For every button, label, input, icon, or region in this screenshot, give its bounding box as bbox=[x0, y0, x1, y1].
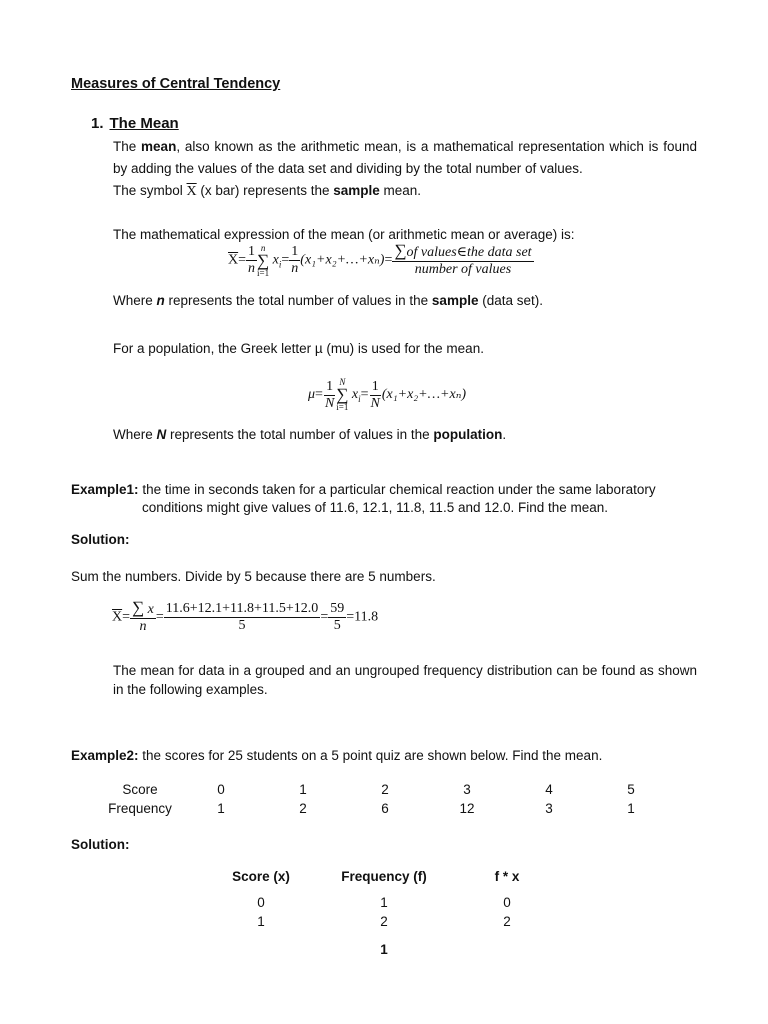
page-title: Measures of Central Tendency bbox=[71, 76, 281, 92]
column-header: Frequency (f) bbox=[341, 869, 427, 884]
text: (data set). bbox=[478, 293, 543, 308]
denominator: number of values bbox=[414, 262, 512, 277]
denominator: N bbox=[370, 395, 380, 411]
example-1 bbox=[71, 481, 697, 517]
sample-term: sample bbox=[431, 293, 479, 308]
fraction-sum-x-over-n bbox=[130, 600, 156, 635]
denominator: N bbox=[324, 395, 335, 411]
numerator: 1 bbox=[326, 378, 334, 394]
example-text: the scores for 25 students on a 5 point quiz are shown below. Find the mean. bbox=[138, 748, 603, 763]
sample-mean-formula: $\overline{X}=$ $\frac{1}{n}$ n ∑ i=1 $x_i=$ $\frac{1}{n}$ (x₁+x₂+…+xₙ)= $\frac{\text{∑of values∈the data set}}{\text{number of values}}$ bbox=[228, 241, 532, 278]
numerator: 1 bbox=[371, 378, 379, 394]
denominator: n bbox=[139, 619, 147, 634]
sum-lower: i=1 bbox=[336, 402, 349, 412]
table-header-row bbox=[211, 869, 557, 893]
fraction-1-over-N-b bbox=[369, 379, 382, 412]
expanded-sum: (x₁+x₂+…+xₙ) bbox=[300, 252, 385, 268]
denominator: 5 bbox=[238, 618, 246, 633]
sigma-icon: ∑ bbox=[132, 598, 145, 617]
row-label: Score bbox=[122, 782, 158, 797]
text: mean. bbox=[379, 183, 422, 198]
n-definition bbox=[113, 290, 697, 312]
table-cell: 3 bbox=[545, 801, 553, 816]
numerator bbox=[392, 243, 533, 262]
grouped-intro: The mean for data in a grouped and an ungrouped frequency distribution can be found as shown in the following examples. bbox=[113, 663, 697, 697]
text: represents the total number of values in the bbox=[164, 293, 432, 308]
example1-mean-formula: $\overline{X}=$ $\frac{\sum x}{n}$ = $\frac{11.6+12.1+11.8+11.5+12.0}{5}$ = $\frac{59}{5}$ =11.8 bbox=[112, 598, 379, 634]
page-number: 1 bbox=[380, 942, 388, 957]
sigma-icon: ∑ bbox=[257, 250, 270, 270]
section-title: The Mean bbox=[109, 115, 179, 132]
sum-instruction: Sum the numbers. Divide by 5 because there are 5 numbers. bbox=[71, 569, 436, 584]
N-var: N bbox=[156, 427, 167, 442]
example-label: Example2: bbox=[71, 748, 139, 763]
expanded-sum: (x₁+x₂+…+xₙ) bbox=[381, 387, 467, 403]
expression-intro: The mathematical expression of the mean (or arithmetic mean or average) is: bbox=[113, 227, 575, 242]
sample-term: sample bbox=[333, 183, 380, 198]
text: represents the total number of values in the bbox=[166, 427, 434, 442]
numerator: 11.6+12.1+11.8+11.5+12.0 bbox=[165, 601, 319, 616]
population-term: population bbox=[433, 427, 503, 442]
solution-table bbox=[211, 869, 557, 931]
sum-lower: i=1 bbox=[257, 267, 270, 278]
numerator: 1 bbox=[291, 244, 299, 259]
fraction-1-over-n bbox=[246, 244, 257, 277]
num-text: of values∈the data set bbox=[406, 245, 532, 260]
fraction-59-over-5 bbox=[328, 601, 346, 634]
table-row bbox=[100, 799, 672, 818]
table-cell: 2 bbox=[503, 914, 511, 929]
table-cell: 1 bbox=[217, 801, 225, 816]
text: The symbol bbox=[113, 183, 187, 198]
text: . bbox=[502, 427, 507, 442]
mu-symbol: μ bbox=[308, 387, 316, 403]
population-intro: For a population, the Greek letter µ (mu) is used for the mean. bbox=[113, 341, 484, 356]
example-text: the time in seconds taken for a particular chemical reaction under the same laboratory bbox=[142, 482, 656, 497]
table-row bbox=[211, 893, 557, 912]
table-cell: 1 bbox=[627, 801, 635, 816]
xbar-symbol: $\overline{X}$ bbox=[186, 184, 197, 199]
fraction-values-sum bbox=[164, 601, 321, 634]
equals-sign: = bbox=[238, 252, 247, 268]
summation bbox=[336, 378, 348, 412]
example-label: Example1: bbox=[71, 482, 139, 497]
xbar-symbol: $\overline{X}$ bbox=[112, 609, 123, 625]
x-var: x bbox=[272, 252, 279, 268]
numerator: 59 bbox=[330, 601, 345, 616]
table-cell: 6 bbox=[381, 801, 389, 816]
x-var: x bbox=[147, 602, 154, 617]
text: The bbox=[113, 139, 142, 154]
mean-term: mean bbox=[141, 139, 177, 154]
sum-upper: N bbox=[339, 377, 346, 387]
denominator: 5 bbox=[333, 618, 341, 633]
table-cell: 2 bbox=[380, 914, 388, 929]
row-label: Frequency bbox=[108, 801, 172, 816]
section-heading-mean bbox=[91, 115, 179, 132]
table-cell: 12 bbox=[459, 801, 475, 816]
table-cell: 2 bbox=[299, 801, 307, 816]
fraction-1-over-n-b bbox=[289, 244, 300, 277]
xbar-symbol: $\overline{X}$ bbox=[228, 252, 239, 268]
fraction-1-over-N bbox=[323, 379, 336, 412]
text: (x bar) represents the bbox=[196, 183, 334, 198]
denominator: n bbox=[291, 261, 299, 276]
solution-label: Solution: bbox=[71, 532, 130, 547]
table-cell: 2 bbox=[381, 782, 389, 797]
sum-upper: n bbox=[260, 242, 266, 253]
text: Where bbox=[113, 293, 157, 308]
table-row bbox=[100, 780, 672, 799]
i-sub: i bbox=[358, 394, 361, 405]
table-cell: 1 bbox=[380, 895, 388, 910]
section-number: 1. bbox=[91, 115, 104, 132]
table-cell: 0 bbox=[257, 895, 265, 910]
table-cell: 5 bbox=[627, 782, 635, 797]
frequency-table bbox=[100, 780, 672, 818]
numerator: 1 bbox=[248, 244, 256, 259]
N-definition bbox=[113, 424, 697, 446]
table-cell: 4 bbox=[545, 782, 553, 797]
table-cell: 0 bbox=[503, 895, 511, 910]
table-cell: 1 bbox=[299, 782, 307, 797]
example-text: conditions might give values of 11.6, 12.1, 11.8, 11.5 and 12.0. Find the mean. bbox=[142, 500, 609, 515]
xbar-symbol-paragraph bbox=[113, 180, 697, 203]
table-cell: 1 bbox=[257, 914, 265, 929]
text: , also known as the arithmetic mean, is a mathematical representation which is found by adding the values of the data set and dividing by the total number of values. bbox=[113, 139, 697, 176]
summation bbox=[257, 244, 269, 278]
result: =11.8 bbox=[346, 609, 379, 625]
solution-label: Solution: bbox=[71, 837, 130, 852]
numerator bbox=[130, 600, 156, 619]
column-header: f * x bbox=[494, 869, 520, 884]
fraction-values-over-count bbox=[392, 243, 533, 278]
table-cell: 3 bbox=[463, 782, 471, 797]
example-2 bbox=[71, 748, 602, 763]
table-row bbox=[211, 912, 557, 931]
i-sub: i bbox=[278, 259, 282, 270]
x-var: x bbox=[351, 387, 359, 403]
sigma-icon: ∑ bbox=[394, 241, 407, 260]
mean-definition-paragraph bbox=[113, 136, 697, 180]
sigma-icon: ∑ bbox=[336, 385, 349, 404]
n-var: n bbox=[156, 293, 165, 308]
population-mean-formula: μ= $\frac{1}{N}$ N ∑ i=1 $x_i=$ $\frac{1}{N}$ (x₁+x₂+…+xₙ) bbox=[308, 377, 467, 412]
column-header: Score (x) bbox=[232, 869, 290, 884]
denominator: n bbox=[248, 261, 256, 276]
table-cell: 0 bbox=[217, 782, 225, 797]
text: Where bbox=[113, 427, 157, 442]
